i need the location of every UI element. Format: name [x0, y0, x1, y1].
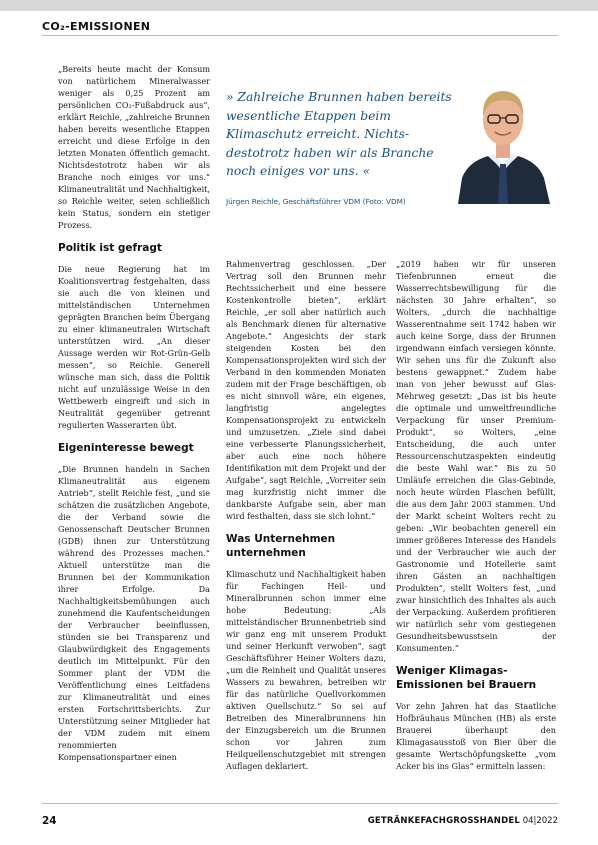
paragraph-fachingen: Klimaschutz und Nachhaltigkeit haben für Fachingen Heil- und Mineralbrunnen schon immer eine hohe Bedeutung: „Als mittelständischer Brunnenbetrieb sind wir ganz eng mit unserem Produkt und seiner Herkunft verwoben“, sagt Geschäftsführer Heiner Wolters dazu, „um die Reinheit und Qualität unseres Wassers zu bewahren, betreiben wir für das natürliche Quellvorkommen aktiven Quellschutz.“ So sei auf Betreiben des Mineralbrunnens hin der Einzugsbereich um die Brunnen schon vor Jahren zum Heilquellenschutzgebiet mit strengen Auflagen deklariert.	[226, 569, 386, 771]
photo-caption: Jürgen Reichle, Geschäftsführer VDM (Foto: VDM)	[226, 197, 406, 206]
magazine-footer	[368, 816, 558, 826]
column-2	[226, 258, 386, 772]
paragraph-wolters: „2019 haben wir für unseren Tiefenbrunnen erneut die Wasserrechtsbewilligung für die nächsten 30 Jahre erhalten“, so Wolters, „durch die nachhaltige Wasserentnahme seit 1742 haben wir auch keine Sorge, dass der Brunnen irgendwann einfach versiegen könnte. Wir sehen uns für die Zukunft also bestens gewappnet.“ Zudem habe man von jeher bewusst auf Glas-Mehrweg gesetzt: „Das ist bis heute die optimale und umweltfreundliche Verpackung für unser Premium-Produkt“, so Wolters, „eine Entscheidung, die auch unter Ressourcenschutzaspekten eindeutig die beste Wahl war.“ Bis zu 50 Umläufe erreichen die Glas-Gebinde, noch heute würden Flaschen befüllt, die aus dem Jahr 2003 stammen. Und der Markt scheint Wolters recht zu geben: „Wir beobachten generell ein immer größeres Interesse des Handels und der Verbraucher wie auch der Gastronomie und Hotellerie samt ihren Gästen an nachhaltigen Produkten“, stellt Wolters fest, „und zwar hinsichtlich des Inhaltes als auch der Verpackung. Außerdem profitieren wir natürlich sehr vom gestiegenen Gesundheitsbewusstsein der Konsumenten.“	[396, 259, 556, 653]
heading-eigeninteresse: Eigeninteresse bewegt	[58, 442, 194, 454]
heading-unternehmen: Was Unternehmen unternehmen	[226, 533, 336, 559]
intro-paragraph: „Bereits heute macht der Konsum von natürlichem Mineralwasser weniger als 0,25 Prozent am persönlichen CO₂-Fußabdruck aus“, erklärt Reichle, „zahlreiche Brunnen haben bereits wesentliche Etappen erreicht und diese Erfolge in den letzten Monaten öffentlich gemacht. Nichtsdestotrotz haben wir als Branche noch einiges vor uns.“ Klimaneutralität und Nachhaltigkeit, so Reichle weiter, seien schließlich kein Status, sondern ein stetiger Prozess.	[58, 64, 210, 230]
pull-quote: » Zahlreiche Brunnen haben bereits wesentliche Etappen beim Klimaschutz erreicht. Nichtsdestotrotz haben wir als Branche noch einiges vor uns. «	[226, 90, 452, 178]
issue-number: 04|2022	[522, 816, 558, 826]
magazine-name: GETRÄNKEFACHGROSSHANDEL	[367, 816, 520, 826]
footer-divider	[42, 803, 558, 804]
top-color-bar	[0, 0, 598, 11]
header-divider	[42, 35, 558, 36]
portrait-illustration	[452, 74, 554, 204]
portrait-photo	[452, 74, 554, 204]
column-1	[58, 63, 210, 763]
paragraph-hofbraeuhaus: Vor zehn Jahren hat das Staatliche Hofbräuhaus München (HB) als erste Brauerei überhaupt den Klimagasausstoß von Bier über die gesamte Wertschöpfungskette „vom Acker bis ins Glas“ ermitteln lassen:	[396, 701, 556, 771]
section-title: CO₂-EMISSIONEN	[42, 20, 151, 33]
paragraph-eigeninteresse: „Die Brunnen handeln in Sachen Klimaneutralität aus eigenem Antrieb“, stellt Reichle fest, „und sie schätzen die zusätzlichen Angebote, die der Verband sowie die Genossenschaft Deutscher Brunnen (GDB) ihnen zur Unterstützung während des Prozesses machen.“ Aktuell unterstütze man die Brunnen bei der Kommunikation ihrer Erfolge. Da Nachhaltigkeitsbemühungen auch zunehmend die Kaufentscheidungen der Verbraucher beeinflussen, stünden sie bei Transparenz und Glaubwürdigkeit des Engagements deutlich im Mittelpunkt. Für den Sommer plant der VDM die Veröffentlichung eines Leitfadens zur Klimaneutralität und eines ersten Fortschrittsberichts. Zur Unterstützung seiner Mitglieder hat der VDM zudem mit einem renommierten Kompensationspartner einen	[58, 464, 210, 762]
heading-brauern: Weniger Klimagas-Emissionen bei Brauern	[396, 665, 537, 691]
paragraph-politik: Die neue Regierung hat im Koalitionsvertrag festgehalten, dass sie auch die von kleinen und mittelständischen Unternehmen geprägten Branchen beim Übergang zu einer klimaneutralen Wirtschaft unterstützen wird. „An dieser Aussage werden wir Rot-Grün-Gelb messen“, so Reichle. Generell wünsche man sich, dass die Politik nicht auf unzulässige Weise in den Wettbewerb eingreift und sich in Neutralität gegenüber getrennt regulierten Wasserarten übt.	[58, 264, 210, 430]
column-3	[396, 258, 556, 772]
heading-politik: Politik ist gefragt	[58, 242, 162, 254]
paragraph-rahmenvertrag: Rahmenvertrag geschlossen. „Der Vertrag soll den Brunnen mehr Rechtssicherheit und eine bessere Kostenkontrolle bieten“, erklärt Reichle, „er soll aber natürlich auch als Benchmark dienen für alternative Angebote.“ Angesichts der stark steigenden Kosten bei den Kompensationsprojekten wird sich der Verband in den kommenden Monaten zudem mit der Frage beschäftigen, ob es nicht sinnvoll wäre, ein eigenes, langfristig angelegtes Kompensationsprojekt zu entwickeln und umzusetzen. „Ziele sind dabei eine verbesserte Planungssicherheit, aber auch eine noch höhere Identifikation mit dem Projekt und der Aufgabe“, sagt Reichle, „Vorreiter sein mag kurzfristig nicht immer die dankbarste Aufgabe sein, aber man wird festhalten, dass sie sich lohnt.“	[226, 259, 386, 521]
page-number: 24	[42, 815, 57, 827]
